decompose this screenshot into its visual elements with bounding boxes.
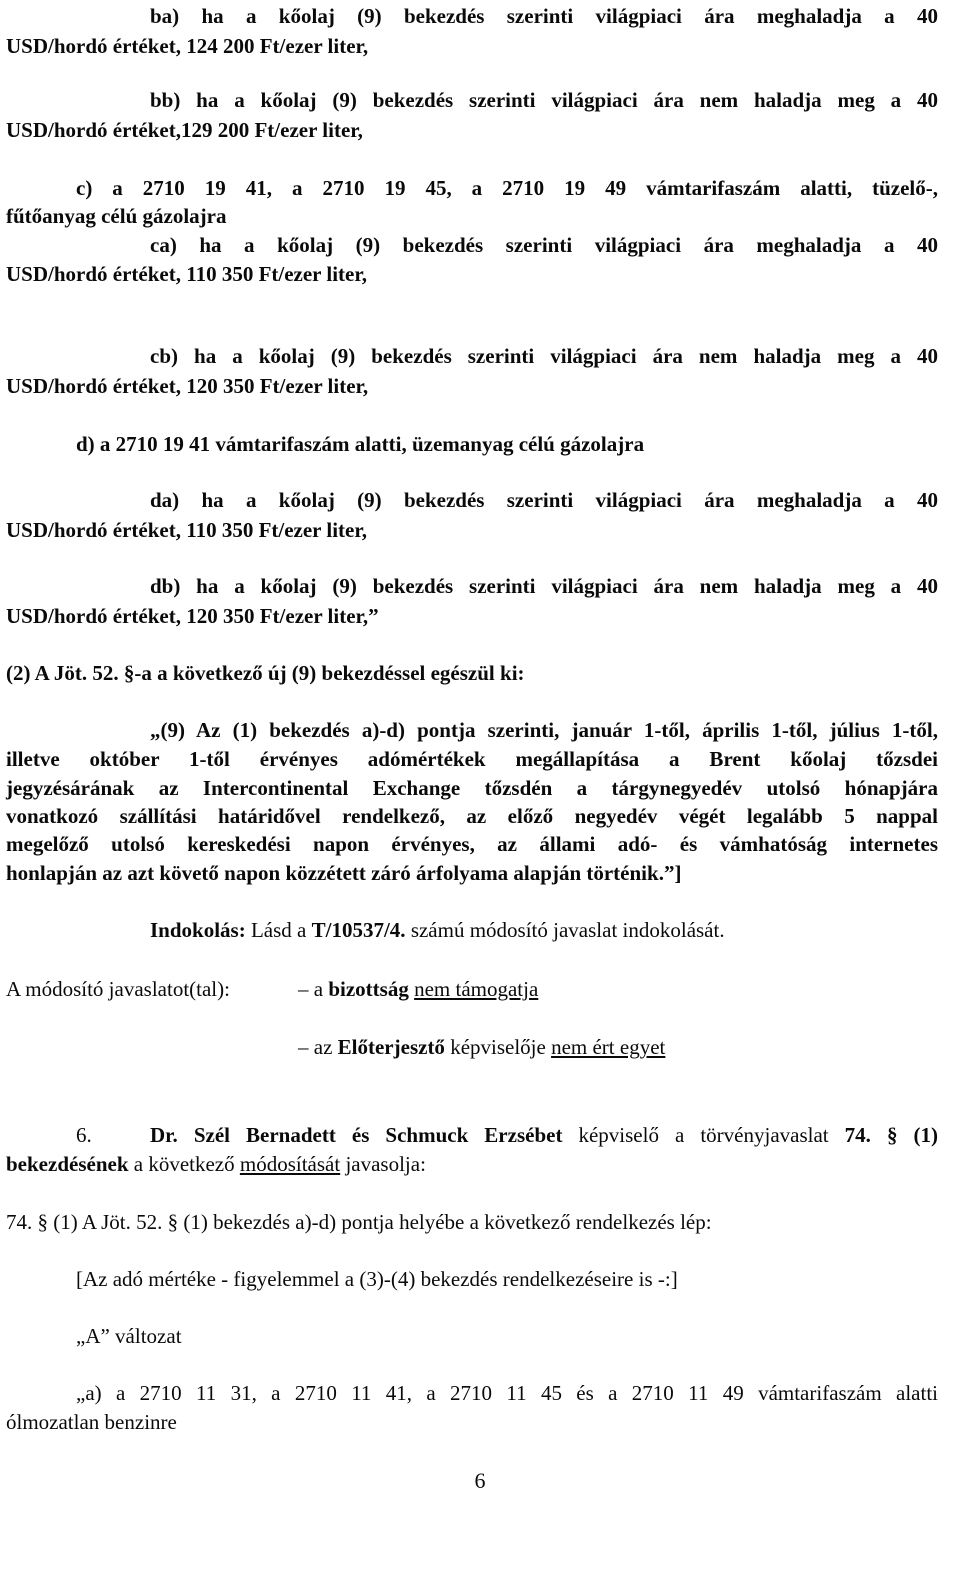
vote-label: A módosító javaslatot(tal): xyxy=(6,977,230,1001)
indoklas-ref: T/10537/4. xyxy=(311,918,406,942)
item6-ref: 74. § (1) xyxy=(844,1123,938,1147)
indoklas-label: Indokolás: xyxy=(150,918,246,942)
item-db-line2: USD/hordó értéket, 120 350 Ft/ezer liter,” xyxy=(6,604,379,628)
item-da-line1: da) ha a kőolaj (9) bekezdés szerinti világpiaci ára meghaladja a 40 xyxy=(150,488,938,512)
indoklas-text-b: számú módosító javaslat indokolását. xyxy=(405,918,725,942)
item-bb-line2: USD/hordó értéket,129 200 Ft/ezer liter, xyxy=(6,118,363,142)
vote-proposer-line xyxy=(298,1034,665,1060)
item6-line2 xyxy=(6,1151,426,1177)
item6-line4: [Az adó mértéke - figyelemmel a (3)-(4) bekezdés rendelkezéseire is -:] xyxy=(76,1267,678,1291)
vote-committee-dash: – a xyxy=(298,977,329,1001)
item6-l2-underlined: módosítását xyxy=(239,1152,341,1176)
paragraph-9-line5: megelőző utolsó kereskedési napon érvényes, az állami adó- és vámhatóság internetes xyxy=(6,832,938,856)
item6-variant: „A” változat xyxy=(76,1324,182,1348)
item6-line6: „a) a 2710 11 31, a 2710 11 41, a 2710 11 45 és a 2710 11 49 vámtarifaszám alatti xyxy=(76,1381,938,1405)
paragraph-9-line2: illetve október 1-től érvényes adómértékek megállapítása a Brent kőolaj tőzsdei xyxy=(6,747,938,771)
item6-names: Dr. Szél Bernadett és Schmuck Erzsébet xyxy=(150,1123,563,1147)
item6-l2-bold: bekezdésének xyxy=(6,1152,129,1176)
vote-proposer-bold: Előterjesztő xyxy=(337,1035,445,1059)
vote-committee-line xyxy=(298,976,538,1002)
item-d-line: d) a 2710 19 41 vámtarifaszám alatti, üzemanyag célú gázolajra xyxy=(76,432,645,456)
item-cb-line2: USD/hordó értéket, 120 350 Ft/ezer liter, xyxy=(6,374,369,398)
item-bb-line1: bb) ha a kőolaj (9) bekezdés szerinti világpiaci ára nem haladja meg a 40 xyxy=(150,88,938,112)
item6-line3: 74. § (1) A Jöt. 52. § (1) bekezdés a)-d) pontja helyébe a következő rendelkezés lép: xyxy=(6,1210,712,1234)
page-number: 6 xyxy=(474,1468,486,1493)
item6-line7: ólmozatlan benzinre xyxy=(6,1410,177,1434)
vote-proposer-result: nem ért egyet xyxy=(551,1035,666,1059)
item-db-line1: db) ha a kőolaj (9) bekezdés szerinti világpiaci ára nem haladja meg a 40 xyxy=(150,574,938,598)
paragraph-9-line4: vonatkozó szállítási határidővel rendelkező, az előző negyedév végét legalább 5 nappal xyxy=(6,804,938,828)
vote-proposer-mid: képviselője xyxy=(444,1035,552,1059)
vote-proposer-dash: – az xyxy=(298,1035,338,1059)
item6-number: 6. xyxy=(76,1123,92,1147)
item-ba-line2: USD/hordó értéket, 124 200 Ft/ezer liter, xyxy=(6,34,369,58)
item-c-line2: fűtőanyag célú gázolajra xyxy=(6,204,227,228)
item6-l2-end: javasolja: xyxy=(340,1152,426,1176)
item-cb-line1: cb) ha a kőolaj (9) bekezdés szerinti világpiaci ára nem haladja meg a 40 xyxy=(150,344,938,368)
item-c-line1: c) a 2710 19 41, a 2710 19 45, a 2710 19 49 vámtarifaszám alatti, tüzelő-, xyxy=(76,176,938,200)
vote-committee-bold: bizottság xyxy=(328,977,409,1001)
item-ba-line1: ba) ha a kőolaj (9) bekezdés szerinti világpiaci ára meghaladja a 40 xyxy=(150,4,938,28)
item-ca-line1: ca) ha a kőolaj (9) bekezdés szerinti világpiaci ára meghaladja a 40 xyxy=(150,233,938,257)
item-da-line2: USD/hordó értéket, 110 350 Ft/ezer liter, xyxy=(6,518,367,542)
item-ca-line2: USD/hordó értéket, 110 350 Ft/ezer liter, xyxy=(6,262,367,286)
item6-l2-mid: a következő xyxy=(128,1152,240,1176)
paragraph-9-line1: „(9) Az (1) bekezdés a)-d) pontja szerinti, január 1-től, április 1-től, július 1-től, xyxy=(150,718,938,742)
vote-committee-result: nem támogatja xyxy=(414,977,539,1001)
item6-mid: képviselő a törvényjavaslat xyxy=(562,1123,845,1147)
item6-line1 xyxy=(150,1122,938,1148)
indoklas-line xyxy=(150,917,725,943)
paragraph-9-line6: honlapján az azt követő napon közzétett záró árfolyama alapján történik.”] xyxy=(6,861,682,885)
paragraph-2-line: (2) A Jöt. 52. §-a a következő új (9) bekezdéssel egészül ki: xyxy=(6,661,525,685)
paragraph-9-line3: jegyzésárának az Intercontinental Exchange tőzsdén a tárgynegyedév utolsó hónapjára xyxy=(6,776,938,800)
indoklas-text-a: Lásd a xyxy=(245,918,312,942)
